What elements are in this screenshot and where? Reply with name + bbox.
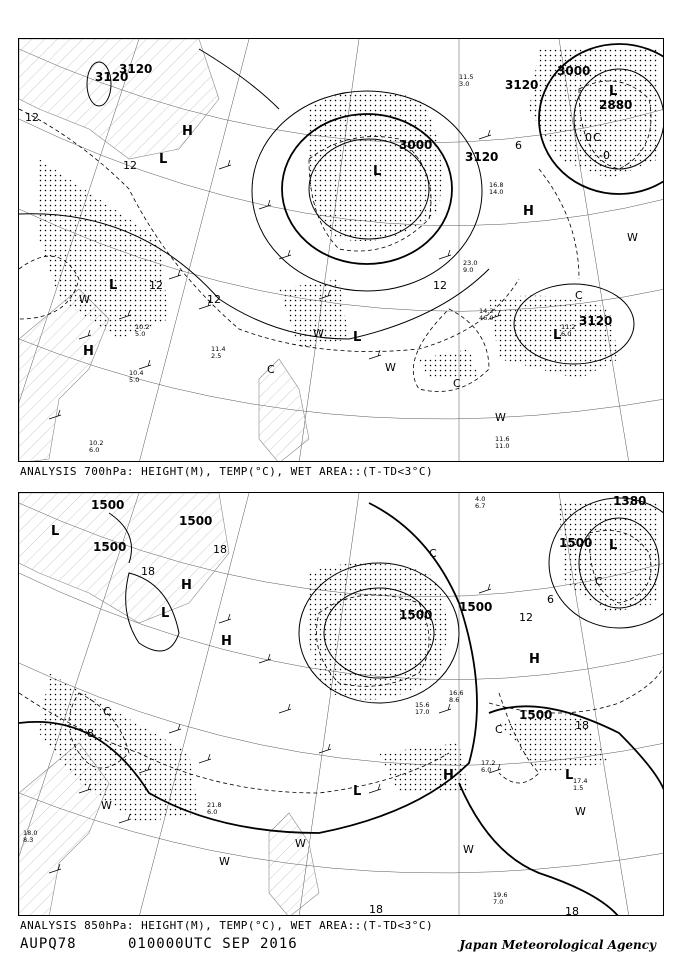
station-value: 11.6: [495, 435, 510, 443]
cold-label: C: [103, 705, 111, 718]
temp-label: 18: [565, 905, 579, 917]
warm-label: W: [101, 799, 112, 812]
temp-label: 6: [547, 593, 554, 606]
warm-label: W: [295, 837, 306, 850]
cold-label: C: [267, 363, 275, 376]
height-label: 3120: [95, 70, 129, 84]
station-value: 11.5: [459, 73, 474, 81]
station-value: 11.0: [495, 442, 510, 450]
analysis-map-850hpa: [18, 492, 664, 916]
station-value: 9.0: [463, 266, 474, 274]
low-center: L: [159, 152, 168, 167]
caption-850hpa: ANALYSIS 850hPa: HEIGHT(M), TEMP(°C), WET AREA::(T-TD<3°C): [20, 919, 434, 932]
low-center: L: [373, 164, 382, 179]
high-center: H: [221, 634, 232, 649]
station-value: 19.6: [493, 891, 508, 899]
station-value: 46.0: [479, 314, 494, 322]
cold-label: C: [495, 723, 503, 736]
height-label: 3120: [579, 314, 613, 328]
station-value: 6.0: [481, 766, 492, 774]
station-value: 10.2: [89, 439, 104, 447]
warm-label: W: [627, 231, 638, 244]
high-center: H: [83, 344, 94, 359]
warm-label: W: [495, 411, 506, 424]
low-center: L: [109, 278, 118, 293]
low-center: L: [161, 606, 170, 621]
station-value: 21.8: [207, 801, 222, 809]
height-label: 3120: [505, 78, 539, 92]
low-center: L: [565, 768, 574, 783]
station-value: 5.0: [135, 330, 146, 338]
station-value: 11.2: [561, 323, 576, 331]
cold-label: C: [453, 377, 461, 390]
height-label: 1500: [91, 498, 125, 512]
low-center: L: [553, 328, 562, 343]
low-center: L: [609, 538, 618, 553]
high-center: H: [529, 652, 540, 667]
high-center: H: [523, 204, 534, 219]
temp-label: 12: [519, 611, 533, 624]
station-value: 6.0: [561, 330, 572, 338]
warm-label: W: [575, 805, 586, 818]
station-value: 16.6: [449, 689, 464, 697]
station-value: 14.0: [489, 188, 504, 196]
map-700hpa-graphic: [19, 39, 664, 462]
station-value: 8.3: [23, 836, 34, 844]
station-value: 16.8: [489, 181, 504, 189]
height-label: 1500: [93, 540, 127, 554]
height-label: 1500: [459, 600, 493, 614]
low-center: L: [609, 84, 618, 99]
temp-label: 8: [87, 727, 94, 740]
station-value: 1.5: [573, 784, 584, 792]
agency-name: Japan Meteorological Agency: [459, 938, 656, 952]
low-center: L: [353, 784, 362, 799]
height-label: 1500: [179, 514, 213, 528]
map-850hpa-graphic: [19, 493, 664, 916]
cold-label: C: [429, 547, 437, 560]
temp-label: 18: [575, 719, 589, 732]
caption-700hpa: ANALYSIS 700hPa: HEIGHT(M), TEMP(°C), WET AREA::(T-TD<3°C): [20, 465, 434, 478]
height-label: 3000: [557, 64, 591, 78]
temp-label: 12: [123, 159, 137, 172]
low-center: L: [353, 330, 362, 345]
temp-label: 12: [433, 279, 447, 292]
warm-label: W: [313, 327, 324, 340]
station-value: 15.6: [415, 701, 430, 709]
station-value: 17.0: [415, 708, 430, 716]
station-value: 6.0: [89, 446, 100, 454]
station-value: 11.4: [211, 345, 226, 353]
temp-label: 18: [213, 543, 227, 556]
station-value: 5.0: [129, 376, 140, 384]
temp-label: 0: [585, 131, 592, 144]
high-center: H: [443, 768, 454, 783]
warm-label: W: [79, 293, 90, 306]
station-value: 18.0: [23, 829, 38, 837]
height-label: 3120: [119, 62, 153, 76]
warm-label: W: [463, 843, 474, 856]
station-value: 6.0: [207, 808, 218, 816]
warm-label: W: [385, 361, 396, 374]
height-label: 3000: [399, 138, 433, 152]
cold-label: C: [593, 131, 601, 144]
low-center: L: [51, 524, 60, 539]
bulletin-code: AUPQ78: [20, 936, 77, 952]
height-label: 2880: [599, 98, 633, 112]
station-value: 4.0: [475, 495, 486, 503]
height-label: 3120: [465, 150, 499, 164]
temp-label: 6: [515, 139, 522, 152]
station-value: 17.4: [573, 777, 588, 785]
station-value: 23.0: [463, 259, 478, 267]
station-value: 17.2: [481, 759, 496, 767]
station-value: 8.6: [449, 696, 460, 704]
high-center: H: [181, 578, 192, 593]
temp-label: -0: [599, 149, 610, 162]
cold-label: C: [575, 289, 583, 302]
temp-label: 18: [369, 903, 383, 916]
temp-label: 12: [207, 293, 221, 306]
temp-label: 12: [149, 279, 163, 292]
warm-label: W: [219, 855, 230, 868]
station-value: 3.0: [459, 80, 470, 88]
station-value: 10.4: [129, 369, 144, 377]
height-label: 1500: [559, 536, 593, 550]
height-label: 1500: [519, 708, 553, 722]
station-value: 10.2: [135, 323, 150, 331]
station-value: 14.2: [479, 307, 494, 315]
station-value: 2.5: [211, 352, 222, 360]
cold-label: C: [595, 575, 603, 588]
height-label: 1500: [399, 608, 433, 622]
temp-label: 18: [141, 565, 155, 578]
analysis-map-700hpa: [18, 38, 664, 462]
station-value: 7.0: [493, 898, 504, 906]
temp-label: 12: [25, 111, 39, 124]
station-value: 6.7: [475, 502, 486, 510]
height-label: 1380: [613, 494, 647, 508]
valid-time: 010000UTC SEP 2016: [128, 936, 298, 952]
high-center: H: [182, 124, 193, 139]
